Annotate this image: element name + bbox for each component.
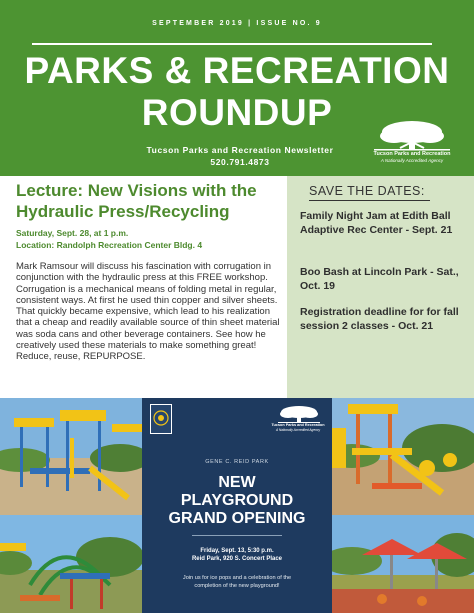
flyer-headline-line3: GRAND OPENING [168, 510, 306, 527]
logo-name: Tucson Parks and Recreation [373, 151, 451, 157]
title-underline [309, 200, 430, 201]
lecture-section [0, 176, 287, 396]
flyer-location: Reid Park, 920 S. Concert Place [191, 556, 283, 562]
playground-photo [0, 398, 142, 515]
flyer-date-time: Friday, Sept. 13, 5:30 p.m. [200, 548, 274, 554]
header-divider [32, 43, 432, 45]
newsletter-subtitle: Tucson Parks and Recreation Newsletter [146, 145, 334, 155]
lecture-description: Mark Ramsour will discuss his fascination with corrugation in conjunction with the hydraulic press at this FREE workshop. Corrugation is a mechanical means of folding metal in regular, consistent ways. At first he used thin copper and silver sheets. That quickly became expensive, which lead to his realization that a cheap and readily available source of thin sheet material was soda cans and other beverage containers. See how he creatively used these materials to make something great! [16, 261, 280, 352]
flyer-divider [192, 535, 282, 536]
flyer-headline-line1: NEW [218, 474, 256, 491]
lecture-date: Saturday, Sept. 28, at 1 p.m. [16, 228, 129, 238]
event-item: Family Night Jam at Edith Ball Adaptive Rec Center - Sept. 21 [300, 210, 453, 236]
newsletter-title-line2: ROUNDUP [141, 92, 333, 133]
save-the-dates-panel [287, 176, 474, 398]
lecture-title: Lecture: New Visions with the Hydraulic Press/Recycling [16, 181, 257, 221]
city-seal-icon [150, 404, 172, 434]
flyer-logo-tagline: A Nationally Accredited Agency [275, 428, 321, 432]
playground-opening-flyer [142, 398, 332, 613]
phone-number: 520.791.4873 [210, 157, 270, 167]
flyer-logo-name: Tucson Parks and Recreation [271, 423, 325, 427]
flyer-note: Join us for ice pops and a celebration of the completion of the new playground! [182, 575, 292, 589]
event-item: Boo Bash at Lincoln Park - Sat., Oct. 19 [300, 266, 459, 292]
lecture-location: Location: Randolph Recreation Center Bldg. 4 [16, 240, 203, 250]
logo-tagline: A Nationally Accredited Agency [380, 158, 444, 163]
playground-photo [0, 515, 142, 613]
issue-label: SEPTEMBER 2019 | ISSUE NO. 9 [152, 20, 322, 27]
save-the-dates-title: SAVE THE DATES: [309, 184, 425, 198]
newsletter-title-line1: PARKS & RECREATION [24, 50, 450, 91]
playground-photo [332, 515, 474, 613]
lecture-tagline: Reduce, reuse, REPURPOSE. [16, 351, 146, 363]
event-item: Registration deadline for for fall session 2 classes - Oct. 21 [300, 306, 459, 332]
flyer-headline-line2: PLAYGROUND [180, 492, 294, 509]
flyer-park-name: GENE C. REID PARK [205, 459, 269, 465]
playground-photo [332, 398, 474, 515]
lecture-body [16, 261, 286, 363]
lecture-meta [16, 227, 284, 251]
newsletter-header [0, 0, 474, 176]
